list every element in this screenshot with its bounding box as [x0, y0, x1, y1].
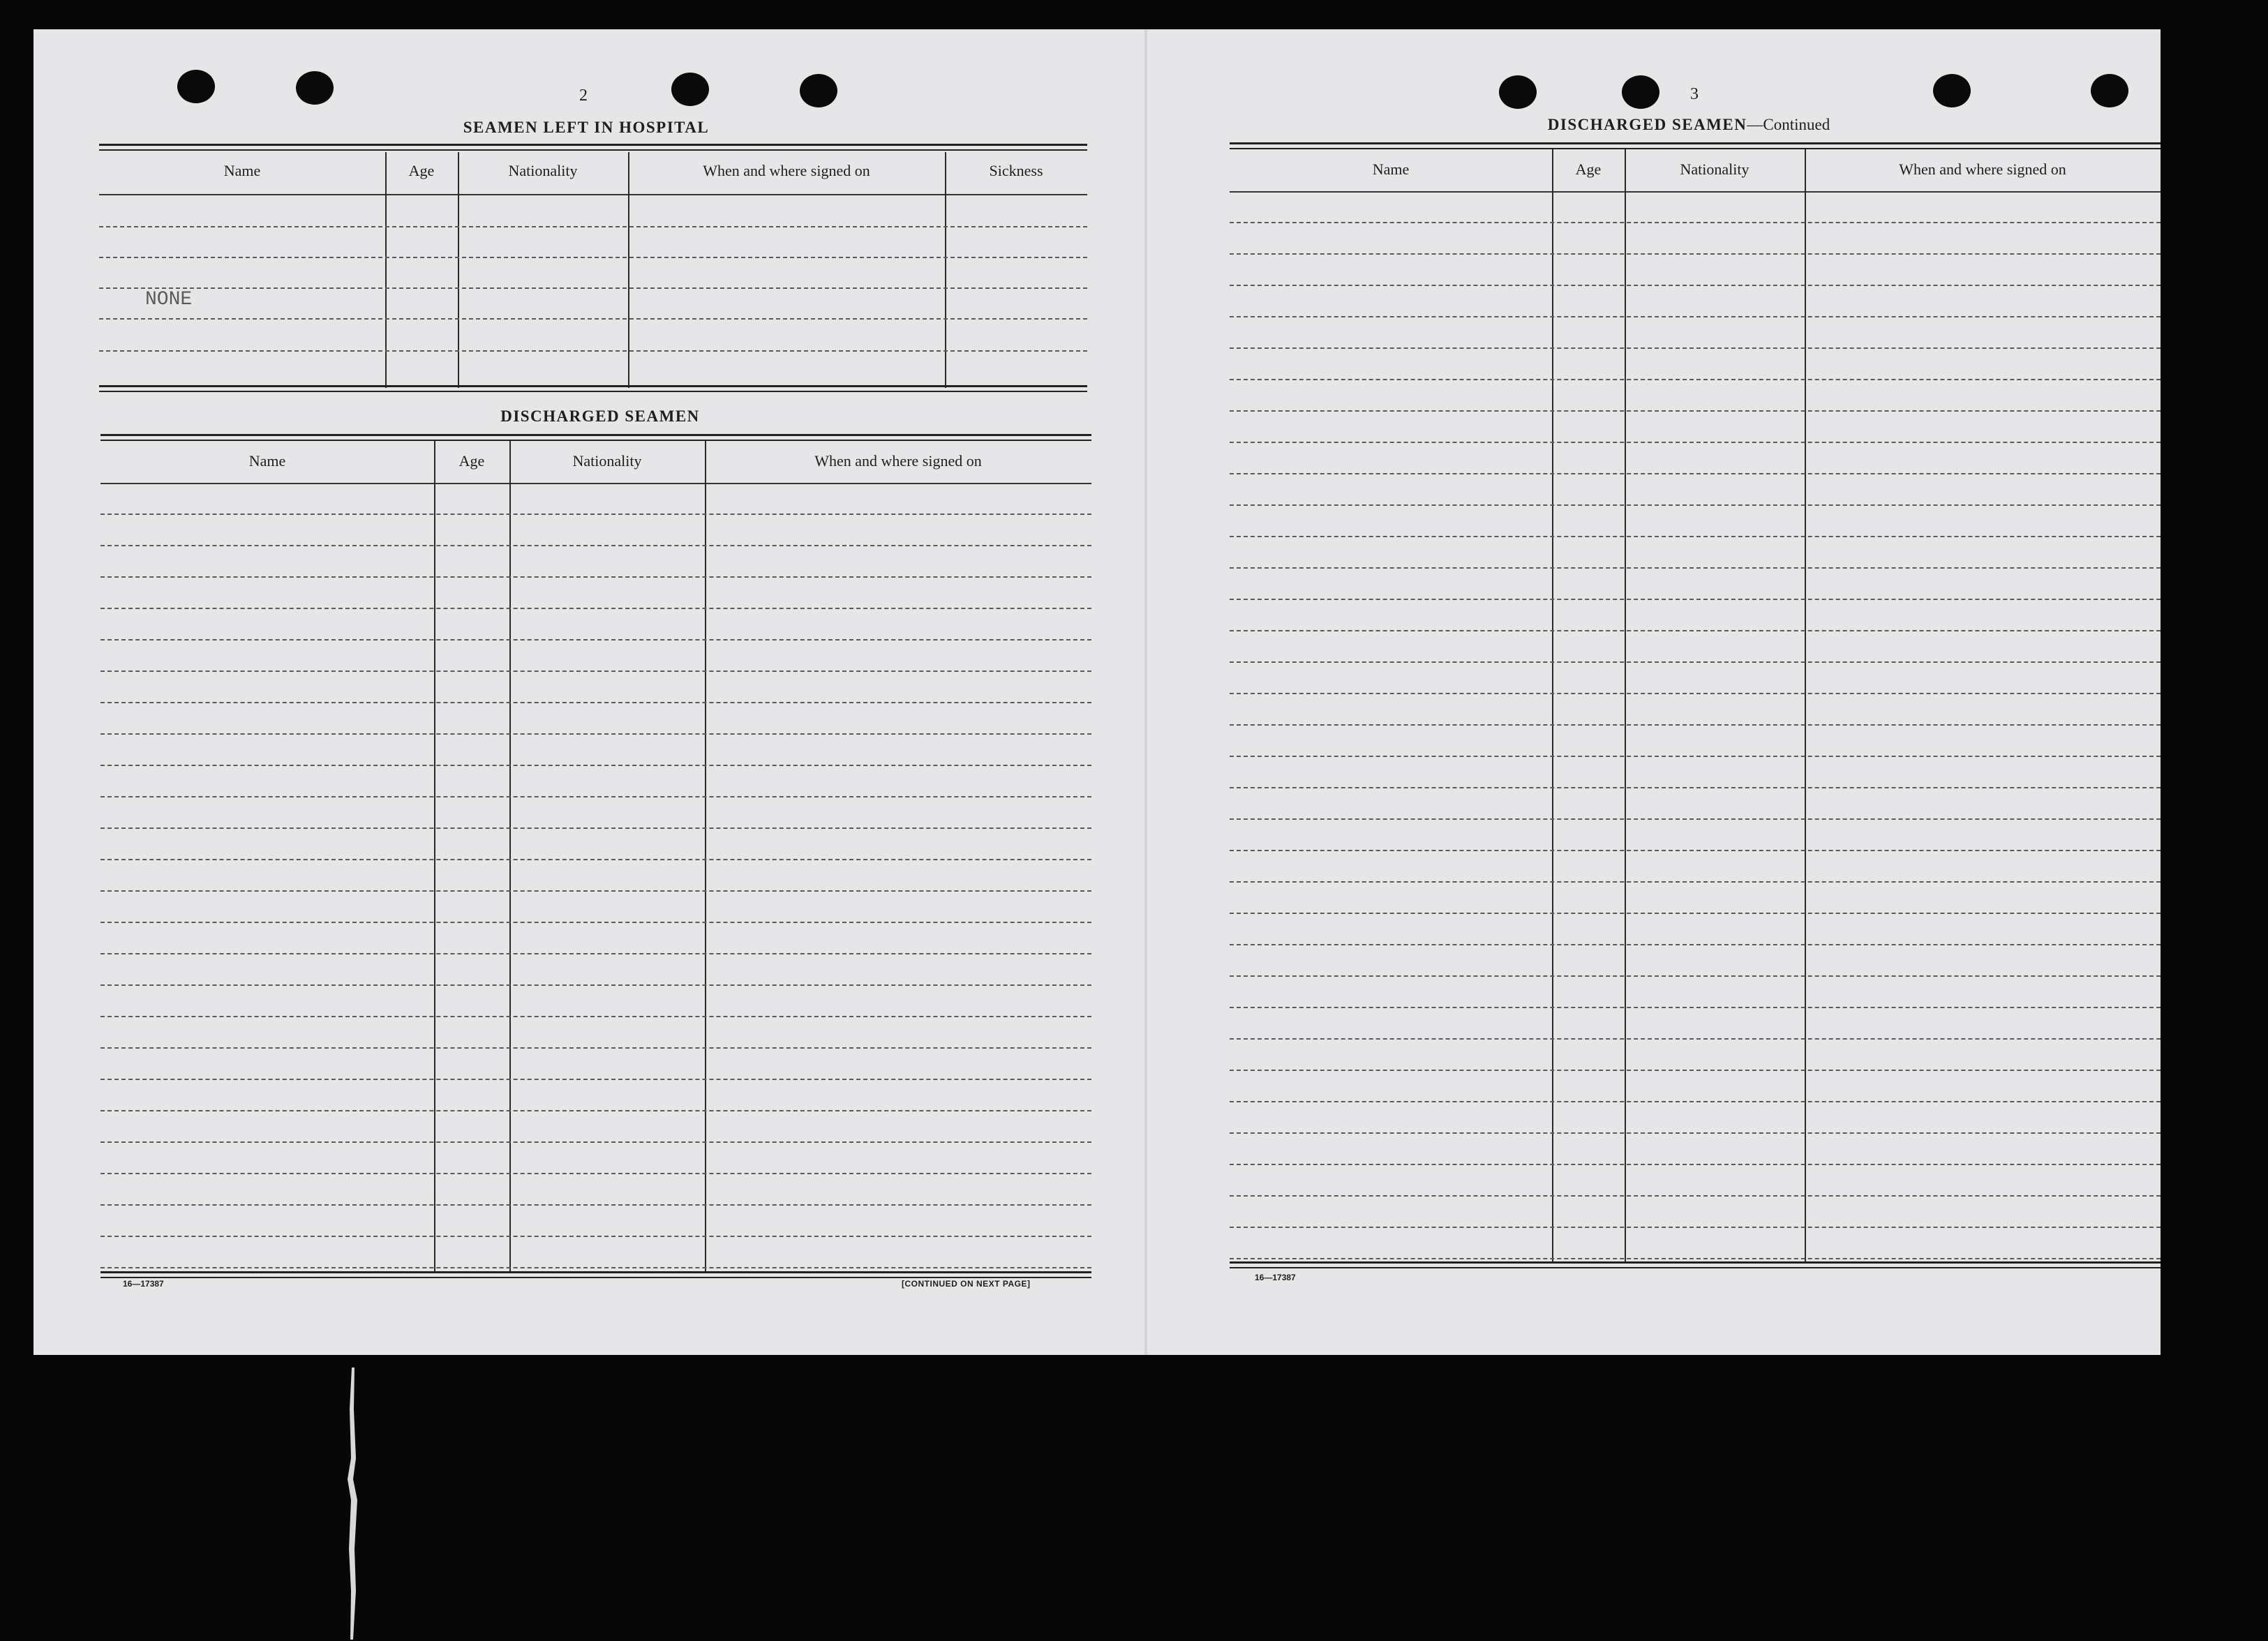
punch-hole: [2091, 74, 2128, 107]
table-row: [1230, 975, 2161, 977]
table-top-rule: [99, 144, 1087, 151]
table-row: [1230, 442, 2161, 443]
punch-hole: [296, 71, 334, 105]
table-row: [100, 670, 1091, 672]
column-header-age: Age: [408, 162, 435, 179]
table-row: [100, 859, 1091, 860]
table-top-rule: [1230, 142, 2161, 149]
punch-hole: [177, 70, 215, 103]
column-header-nationality: Nationality: [1680, 160, 1750, 178]
column-header-name: Name: [248, 452, 286, 470]
table-row: [100, 576, 1091, 578]
table-row: [100, 922, 1091, 923]
column-header-nationality: Nationality: [508, 162, 578, 179]
binding-clip: [345, 1368, 363, 1640]
table-top-rule: [100, 434, 1091, 441]
left-form-number: 16—17387: [123, 1279, 164, 1289]
right-page-number: 3: [1690, 85, 1699, 103]
table-row: [100, 984, 1091, 986]
table-row: [99, 257, 1087, 258]
table-row: [1230, 1132, 2161, 1134]
hospital-entry-none: NONE: [145, 289, 193, 310]
table-row: [1230, 536, 2161, 537]
table-row: [1230, 1258, 2161, 1259]
column-header-nationality: Nationality: [572, 452, 642, 470]
table-row: [100, 953, 1091, 954]
column-divider: [628, 152, 629, 388]
table-row: [1230, 567, 2161, 569]
column-divider: [385, 152, 387, 388]
column-divider: [945, 152, 946, 388]
column-header-signed-on: When and where signed on: [703, 162, 870, 179]
table-row: [100, 765, 1091, 766]
right-section-title: [1479, 116, 1898, 134]
right-form-number: 16—17387: [1255, 1273, 1296, 1282]
table-row: [1230, 818, 2161, 820]
table-bottom-rule: [100, 1271, 1091, 1278]
table-row: [1230, 1007, 2161, 1008]
table-row: [1230, 316, 2161, 317]
punch-hole: [1622, 75, 1659, 109]
column-divider: [434, 441, 435, 1273]
table-row: [1230, 347, 2161, 349]
table-row: [1230, 881, 2161, 883]
table-row: [1230, 944, 2161, 945]
table-row: [99, 318, 1087, 320]
table-row: [99, 350, 1087, 352]
table-row: [1230, 913, 2161, 914]
table-row: [1230, 1164, 2161, 1165]
table-row: [1230, 1038, 2161, 1040]
table-row: [100, 1016, 1091, 1017]
header-divider: [99, 194, 1087, 195]
table-row: [100, 1267, 1091, 1268]
table-bottom-rule: [1230, 1261, 2161, 1268]
table-row: [1230, 1227, 2161, 1228]
discharged-continued-table: [1230, 142, 2161, 1267]
table-bottom-rule: [99, 385, 1087, 392]
table-row: [1230, 724, 2161, 726]
table-row: [1230, 285, 2161, 286]
table-row: [1230, 756, 2161, 757]
right-title-main: DISCHARGED SEAMEN: [1547, 116, 1747, 133]
table-row: [1230, 410, 2161, 412]
hospital-table: [99, 144, 1087, 389]
table-row: [1230, 661, 2161, 663]
column-header-signed-on: When and where signed on: [1899, 160, 2066, 178]
table-row: [1230, 253, 2161, 255]
table-row: [1230, 787, 2161, 788]
table-row: [1230, 599, 2161, 600]
table-row: [100, 639, 1091, 640]
table-row: [100, 1079, 1091, 1080]
table-row: [100, 1141, 1091, 1143]
table-row: [1230, 693, 2161, 694]
table-row: [100, 1047, 1091, 1049]
table-row: [100, 827, 1091, 829]
table-row: [1230, 1070, 2161, 1071]
right-title-suffix: —Continued: [1747, 116, 1830, 133]
column-divider: [705, 441, 706, 1273]
discharged-table: [100, 434, 1091, 1275]
punch-hole: [1933, 74, 1971, 107]
center-fold: [1144, 29, 1147, 1355]
column-header-signed-on: When and where signed on: [814, 452, 982, 470]
table-row: [1230, 1195, 2161, 1197]
header-divider: [100, 483, 1091, 484]
table-row: [100, 1110, 1091, 1111]
table-row: [1230, 850, 2161, 851]
table-row: [1230, 473, 2161, 474]
column-header-age: Age: [458, 452, 485, 470]
table-row: [99, 287, 1087, 289]
column-divider: [458, 152, 459, 388]
punch-hole: [671, 73, 709, 106]
table-row: [100, 1204, 1091, 1206]
continued-note: [CONTINUED ON NEXT PAGE]: [902, 1279, 1031, 1289]
table-row: [1230, 379, 2161, 380]
left-page-number: 2: [579, 87, 588, 105]
table-row: [100, 1236, 1091, 1237]
punch-hole: [1499, 75, 1537, 109]
table-row: [100, 796, 1091, 797]
column-header-age: Age: [1575, 160, 1602, 178]
hospital-section-title: SEAMEN LEFT IN HOSPITAL: [463, 119, 710, 136]
header-divider: [1230, 191, 2161, 193]
table-row: [1230, 222, 2161, 223]
table-row: [100, 890, 1091, 892]
table-row: [100, 702, 1091, 703]
table-row: [1230, 630, 2161, 631]
table-row: [100, 514, 1091, 515]
table-row: [100, 733, 1091, 735]
column-header-name: Name: [1372, 160, 1410, 178]
table-row: [1230, 1101, 2161, 1102]
column-header-sickness: Sickness: [989, 162, 1043, 179]
table-row: [1230, 504, 2161, 506]
table-row: [99, 226, 1087, 227]
table-row: [100, 608, 1091, 609]
column-header-name: Name: [223, 162, 261, 179]
column-divider: [509, 441, 511, 1273]
discharged-section-title: DISCHARGED SEAMEN: [500, 407, 700, 425]
table-row: [100, 1173, 1091, 1174]
table-row: [100, 545, 1091, 546]
punch-hole: [800, 74, 837, 107]
